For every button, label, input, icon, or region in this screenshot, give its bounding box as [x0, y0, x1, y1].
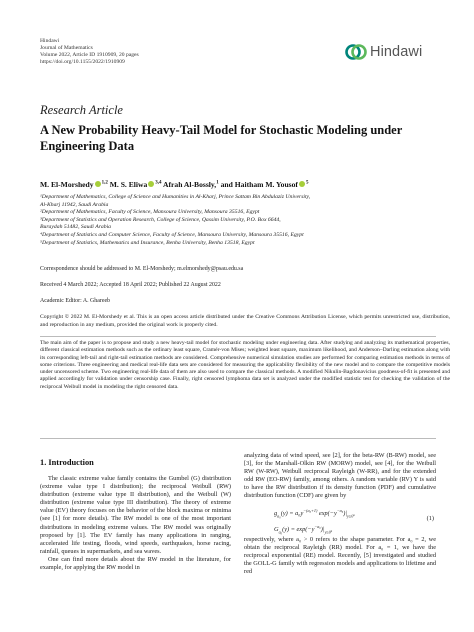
body-paragraph: analyzing data of wind speed, see [2], for the beta-RW (B-RW) model, see [3], for the Marshall-Olkin RW (MORW) model, see [4], for the Weibull RW (W-RW), Weibull reciprocal Rayleigh (W-RR), and for the extended odd RW (EO-RW) family, among others. A random variable (RV) Y is said to have the RW distribution if its density function (PDF) and cumulative distribution function (CDF) are given by [244, 452, 436, 500]
divider [40, 336, 436, 337]
academic-editor: Academic Editor: A. Ghareeb [40, 298, 111, 304]
cdf-equation: $G_{a_0}(y) = \exp(-y^{-a_0})|_{y\ge 0}$, [274, 523, 333, 535]
author-list [40, 180, 440, 189]
correspondence: Correspondence should be addressed to M. El-Morshedy; m.elmorshedy@psau.edu.sa [40, 266, 244, 272]
orcid-icon[interactable] [95, 181, 101, 187]
journal-name: Journal of Mathematics [40, 45, 93, 51]
affiliation-line: ²Department of Mathematics, Faculty of Science, Mansoura University, Mansoura 35516, Egypt [40, 209, 260, 216]
journal-publisher: Hindawi [40, 38, 60, 44]
copyright-notice: Copyright © 2022 M. El-Morshedy et al. This is an open access article distributed under the Creative Commons Attribution License, which permits unrestricted use, distribution, and reproduction in any medium, provided the original work is properly cited. [40, 314, 450, 328]
hindawi-wordmark: Hindawi [370, 44, 423, 60]
author-affil-sup: 3,4 [155, 180, 162, 186]
affiliation-line: ⁵Department of Statistics, Mathematics and Insurance, Benha University, Benha 13518, Egypt [40, 239, 255, 246]
publication-dates: Received 4 March 2022; Accepted 18 April 2022; Published 22 August 2022 [40, 282, 221, 288]
orcid-icon[interactable] [148, 181, 154, 187]
abstract: The main aim of the paper is to propose and study a new heavy-tail model for stochastic modeling under engineering data. After studying and analyzing its mathematical properties, different classical estimation methods such as the ordinary least square, Cramér-von Mises; weighted least square, maximum likelihood, and Anderson–Darling estimation along with its corresponding left-tail and right-tail estimation methods are considered. Comprehensive numerical simulation studies are performed for comparing estimation methods in terms of some criterions. Three engineering and medical real-life data sets are considered for measuring the applicability flexibility of the new model and to compare the competitive models under uncensored scheme. Two engineering real-life data of them are also used to compare the classical methods. A modified Nikulin-Bagdonavicius goodness-of-fit is presented and applied accordingly for validation under censorship case. Finally, right censored lymphoma data set is analyzed under the modified statistic test for checking the validation of the reciprocal Weibull model in modeling the right censored data. [40, 340, 450, 390]
section-heading: 1. Introduction [40, 458, 94, 467]
body-paragraph: One can find more details about the RW model in the literature, for example, for applying the RW model in [40, 555, 231, 572]
equation-number: (1) [426, 514, 434, 522]
hindawi-logo-icon [345, 41, 367, 63]
journal-doi-link[interactable]: https://doi.org/10.1155/2022/1910909 [40, 59, 125, 65]
pdf-equation: $g_{a_0}(y) = a_0y^{-(a_0+1)}$ $\exp(-y^{-a_0})|_{y\ge 0}$, [274, 507, 355, 518]
author-name: M. El-Morshedy [40, 180, 94, 189]
body-paragraph: respectively, where a₀ > 0 refers to the shape parameter. For a₀ = 2, we obtain the reciprocal Rayleigh (RR) model. For a₀ = 1, we have the reciprocal exponential (RE) model. Recently, [5] investigated and studied the GOLL-G family with regression models and applications to lifetime and red [244, 535, 436, 575]
affiliation-line: ⁴Department of Statistics and Computer Science, Faculty of Science, Mansoura University, Mansoura 35516, Egypt [40, 231, 304, 238]
divider [40, 438, 436, 439]
left-column [40, 452, 231, 572]
affiliation-line: Al-Kharj 11942, Saudi Arabia [40, 201, 109, 208]
affiliation-line: ³Department of Statistics and Operation Research, College of Science, Qassim University, P.O. Box 6644, [40, 216, 281, 223]
orcid-icon[interactable] [299, 181, 305, 187]
affiliation-line: ¹Department of Mathematics, College of Science and Humanities in Al-Kharj, Prince Sattam Bin Abdulaziz University, [40, 194, 311, 200]
author-affil-sup: 1,2 [101, 180, 108, 186]
article-type: Research Article [40, 103, 123, 117]
author-affil-sup: 1 [216, 180, 219, 186]
affiliations [40, 194, 450, 247]
body-paragraph: The classic extreme value family contains the Gumbel (G) distribution (extreme value type I distribution); the reciprocal Weibull (RW) distribution (extreme value type II distribution), and the Weibull (W) distribution (extreme value type III distribution). The theory of extreme value (EV) theory focuses on the behavior of the block maxima or minima (see [1] for more details). The RW model is one of the most important distributions in modeling extreme values. The RW model was originally proposed by [1]. The EV family has many applications in ranging, accelerated life testing, floods, wind speeds, earthquakes, horse racing, rainfall, queues in supermarkets, and sea waves. [40, 475, 231, 555]
right-column [244, 452, 436, 576]
author-affil-sup: 5 [305, 180, 309, 186]
author-name: and Haitham M. Yousof [220, 180, 298, 189]
journal-volume: Volume 2022, Article ID 1910909, 20 pages [40, 52, 139, 58]
affiliation-line: Buraydah 51482, Saudi Arabia [40, 224, 111, 231]
equation-block [274, 505, 436, 533]
author-name: Afrah Al-Bossly, [163, 180, 217, 189]
article-title: A New Probability Heavy-Tail Model for Stochastic Modeling under Engineering Data [40, 123, 403, 153]
hindawi-logo [345, 40, 435, 64]
journal-metadata [40, 38, 240, 66]
author-name: M. S. Eliwa [109, 180, 148, 189]
